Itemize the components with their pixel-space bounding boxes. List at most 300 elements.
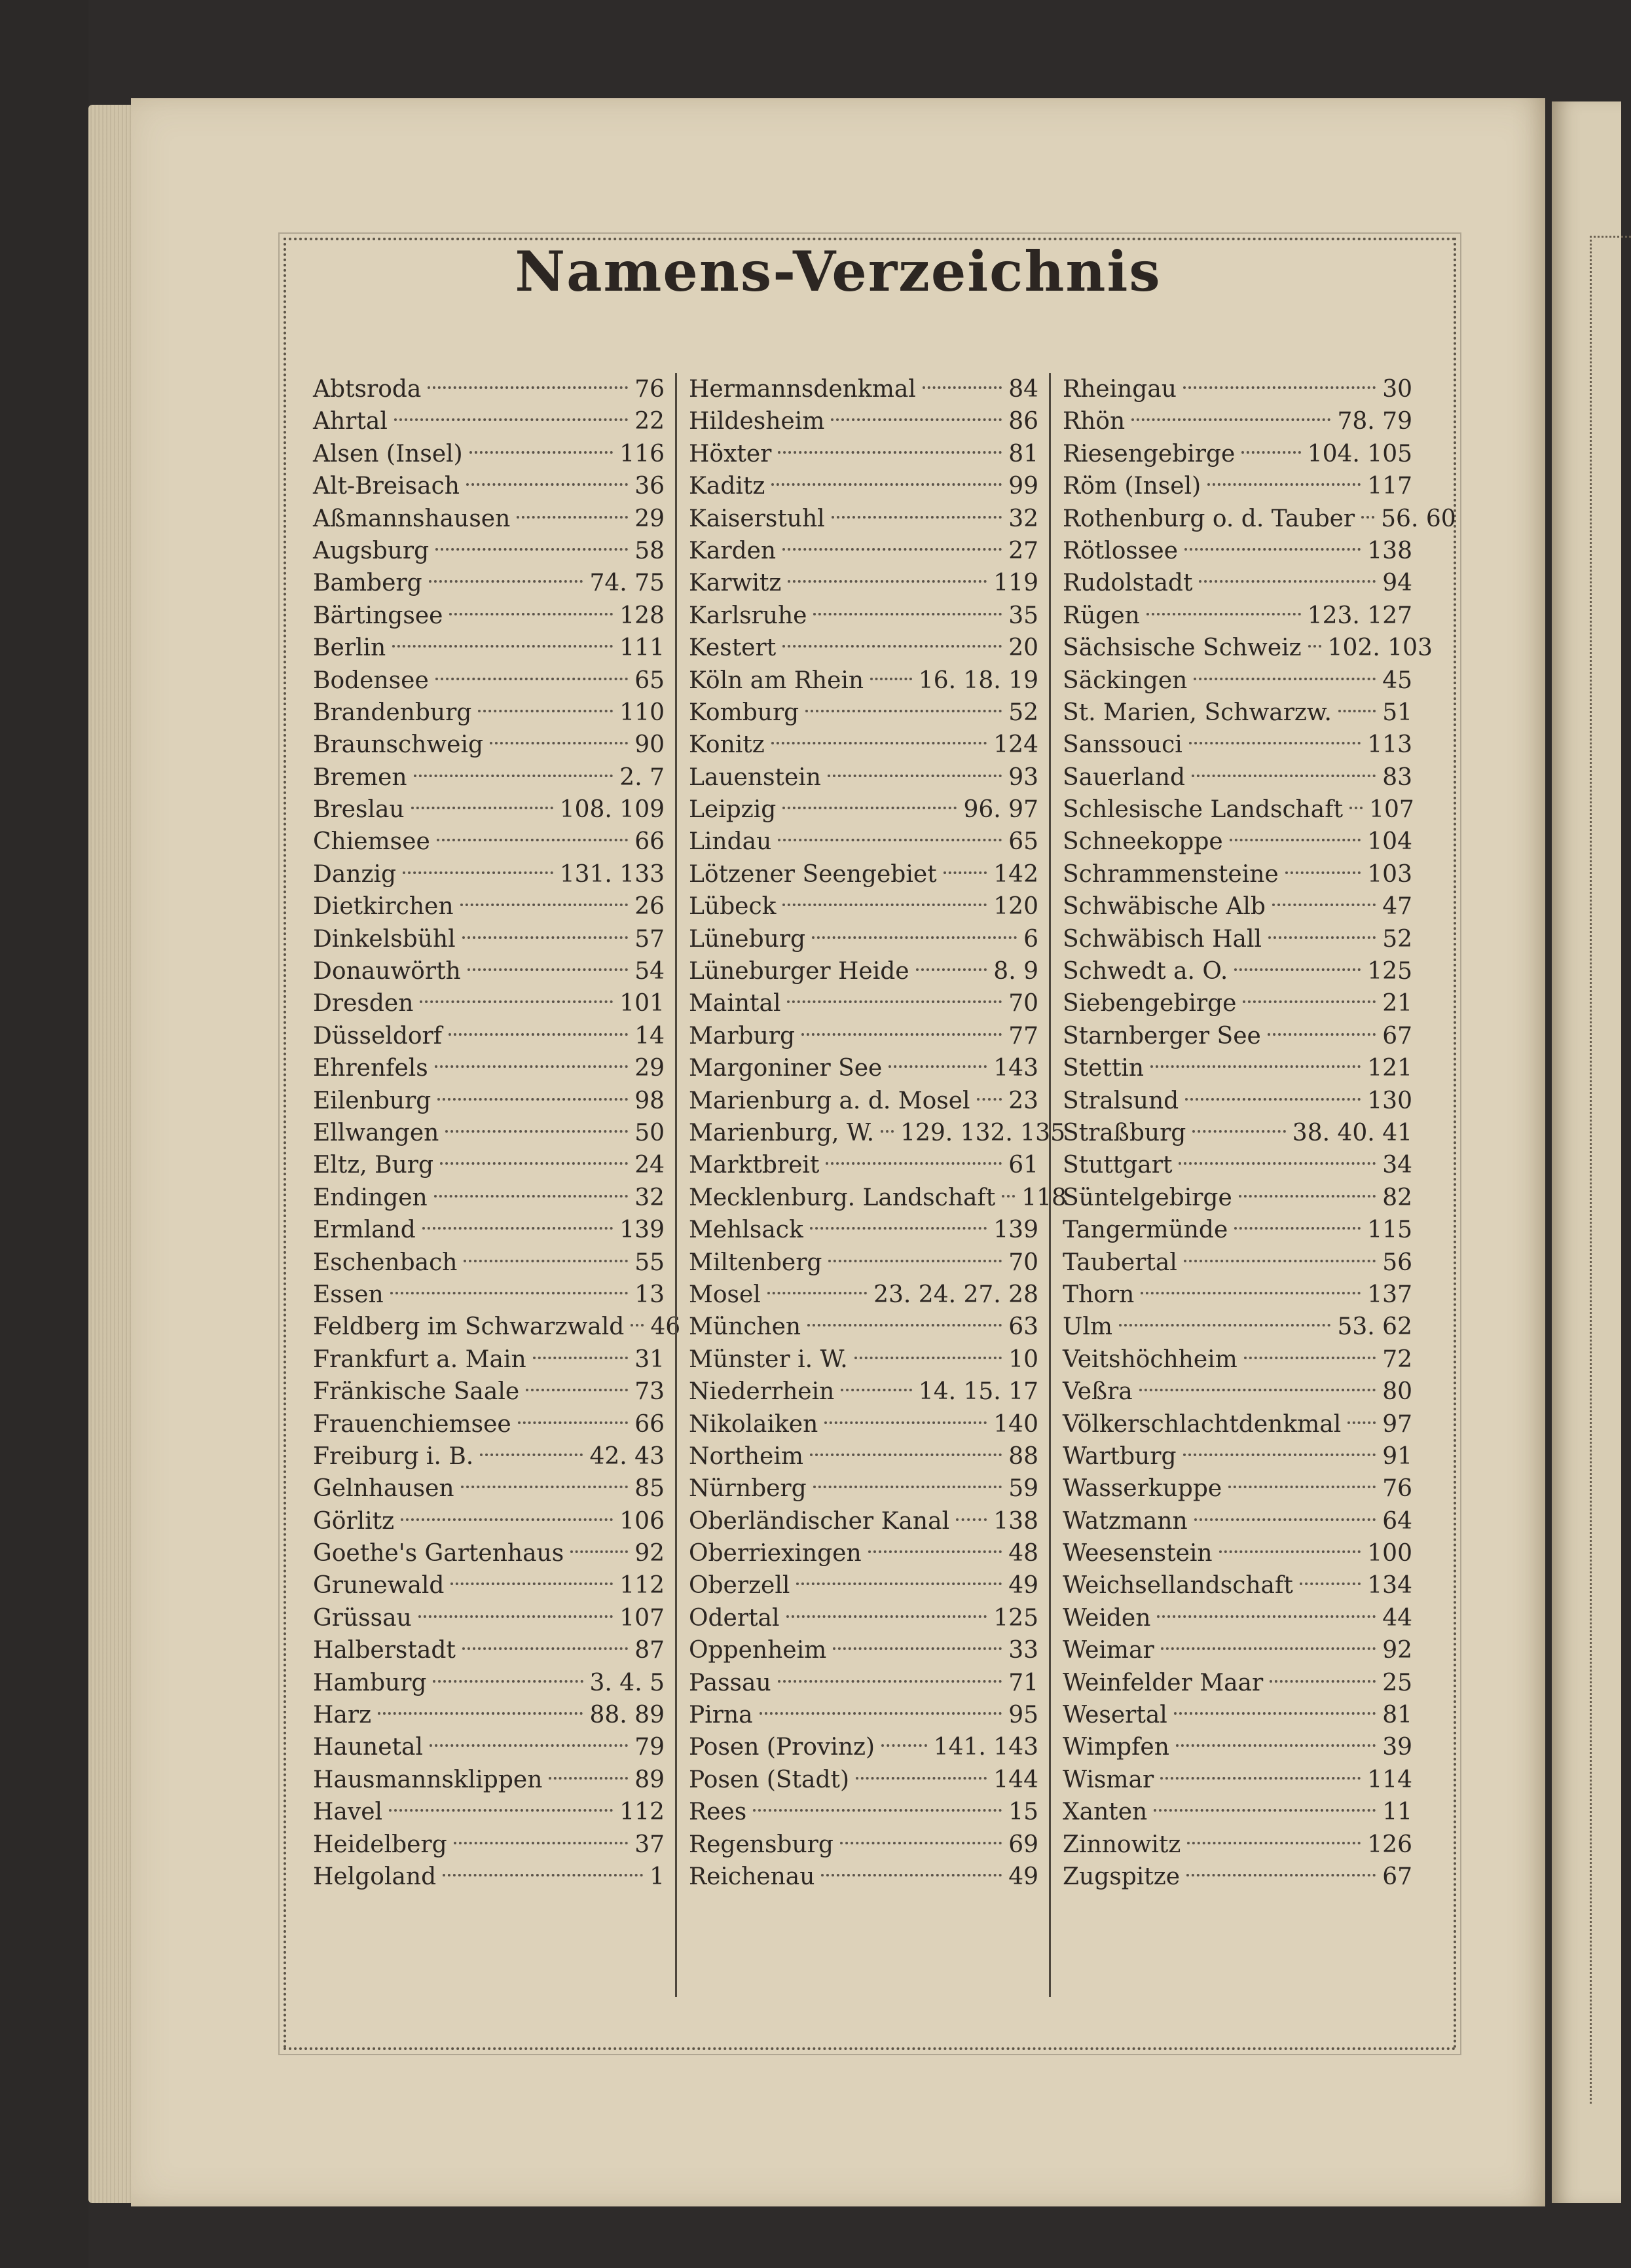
index-entry — [689, 405, 1038, 437]
index-entry-pages: 130 — [1367, 1087, 1412, 1114]
index-entry-pages: 55 — [634, 1249, 665, 1276]
index-entry — [1063, 1796, 1412, 1828]
index-entry-pages: 21 — [1382, 990, 1412, 1017]
index-entry-pages: 120 — [993, 893, 1038, 921]
index-entry — [313, 632, 665, 664]
index-entry — [1063, 1376, 1412, 1408]
page-title: Namens-Verzeichnis — [515, 239, 1162, 304]
index-entry-pages: 142 — [993, 860, 1038, 888]
dot-leader — [1270, 1680, 1376, 1683]
index-entry — [689, 923, 1038, 955]
index-entry-name: Straßburg — [1063, 1119, 1186, 1146]
dot-leader — [1361, 516, 1374, 519]
index-entry — [1063, 535, 1412, 567]
index-entry-pages: 118 — [1021, 1184, 1067, 1211]
dot-leader — [1338, 710, 1376, 712]
index-entry — [313, 1344, 665, 1376]
index-entry-name: Ahrtal — [313, 408, 388, 435]
index-entry-name: Weiden — [1063, 1604, 1151, 1632]
index-entry-name: Marktbreit — [689, 1152, 820, 1179]
index-entry — [689, 1699, 1038, 1731]
index-entry — [313, 1440, 665, 1472]
index-entry — [313, 1537, 665, 1569]
index-entry-pages: 65 — [1008, 828, 1038, 856]
dot-leader — [549, 1777, 628, 1780]
dot-leader — [1241, 451, 1300, 454]
dot-leader — [435, 678, 628, 680]
index-entry-pages: 98 — [634, 1087, 665, 1114]
index-entry-name: Höxter — [689, 440, 772, 467]
index-entry-pages: 93 — [1008, 763, 1038, 791]
index-entry — [1063, 923, 1412, 955]
index-entry-pages: 71 — [1008, 1669, 1038, 1696]
dot-leader — [778, 451, 1002, 454]
index-entry-pages: 23 — [1008, 1087, 1038, 1114]
index-entry-name: Miltenberg — [689, 1249, 822, 1276]
index-entry-pages: 84 — [1008, 376, 1038, 403]
index-entry — [1063, 729, 1412, 761]
index-entry-name: Stralsund — [1063, 1087, 1179, 1114]
index-entry-pages: 59 — [1008, 1475, 1038, 1503]
index-entry — [689, 1085, 1038, 1117]
index-entry — [313, 535, 665, 567]
dot-leader — [480, 1454, 583, 1456]
index-entry — [313, 1279, 665, 1311]
index-entry-name: Rhön — [1063, 408, 1126, 435]
index-entry-pages: 92 — [1382, 1637, 1412, 1664]
index-entry-pages: 114 — [1367, 1766, 1412, 1793]
dot-leader — [824, 1421, 987, 1424]
index-entry — [313, 1052, 665, 1084]
index-entry-name: Schwäbische Alb — [1063, 893, 1266, 921]
index-entry — [689, 535, 1038, 567]
index-entry-pages: 3. 4. 5 — [589, 1669, 665, 1696]
index-entry-pages: 27 — [1008, 537, 1038, 564]
index-entry-name: Oberländischer Kanal — [689, 1507, 950, 1535]
index-entry-pages: 88. 89 — [589, 1702, 665, 1729]
index-entry-name: Konitz — [689, 731, 765, 759]
index-entry-name: Zinnowitz — [1063, 1831, 1181, 1858]
index-entry — [313, 697, 665, 729]
index-entry-name: Brandenburg — [313, 699, 472, 726]
dot-leader — [1234, 968, 1361, 971]
dot-leader — [464, 1260, 628, 1262]
dot-leader — [1192, 1130, 1285, 1133]
index-entry-pages: 54 — [634, 958, 665, 985]
index-entry-name: Grüssau — [313, 1604, 412, 1632]
index-entry-name: Weinfelder Maar — [1063, 1669, 1264, 1696]
dot-leader — [526, 1389, 628, 1391]
index-entry — [313, 1149, 665, 1181]
dot-leader — [832, 516, 1002, 519]
index-entry-name: Hausmannsklippen — [313, 1766, 543, 1793]
dot-leader — [570, 1550, 628, 1553]
index-entry-name: Bremen — [313, 763, 407, 791]
dot-leader — [518, 1421, 628, 1424]
dot-leader — [778, 839, 1002, 841]
dot-leader — [881, 1130, 894, 1133]
dot-leader — [760, 1712, 1002, 1715]
index-entry-pages: 49 — [1008, 1572, 1038, 1600]
index-entry — [313, 1376, 665, 1408]
dot-leader — [1207, 483, 1361, 486]
index-entry — [689, 1829, 1038, 1861]
index-entry-name: Ermland — [313, 1216, 416, 1244]
index-entry — [313, 1796, 665, 1828]
index-entry — [1063, 665, 1412, 697]
index-entry-name: Heidelberg — [313, 1831, 447, 1858]
dot-leader — [1347, 1421, 1376, 1424]
index-entry — [689, 1634, 1038, 1666]
index-entry — [689, 1182, 1067, 1214]
index-entry-name: Passau — [689, 1669, 771, 1696]
dot-leader — [870, 678, 912, 680]
index-entry-pages: 36 — [634, 473, 665, 500]
index-entry — [1063, 1182, 1412, 1214]
index-entry-name: Rees — [689, 1799, 747, 1826]
dot-leader — [782, 904, 987, 906]
index-entry-name: Northeim — [689, 1442, 803, 1470]
dot-leader — [753, 1809, 1002, 1812]
book-page — [131, 98, 1545, 2206]
index-entry-pages: 33 — [1008, 1637, 1038, 1664]
index-entry-name: Posen (Provinz) — [689, 1734, 875, 1761]
index-entry-pages: 104 — [1367, 828, 1412, 856]
dot-leader — [403, 871, 553, 874]
index-entry — [689, 1376, 1038, 1408]
index-entry-pages: 81 — [1008, 440, 1038, 467]
index-entry — [1063, 1667, 1412, 1699]
dot-leader — [868, 1550, 1002, 1553]
index-entry-pages: 57 — [634, 925, 665, 953]
index-entry-pages: 52 — [1008, 699, 1038, 726]
dot-leader — [1157, 1615, 1376, 1618]
index-entry-pages: 38. 40. 41 — [1292, 1119, 1412, 1146]
index-entry-pages: 10 — [1008, 1345, 1038, 1373]
index-entry-name: Endingen — [313, 1184, 428, 1211]
index-entry-name: Schlesische Landschaft — [1063, 796, 1344, 824]
index-entry — [313, 1311, 681, 1343]
index-entry-pages: 26 — [634, 893, 665, 921]
index-entry — [313, 1182, 665, 1214]
index-entry-pages: 126 — [1367, 1831, 1412, 1858]
index-entry-name: Aßmannshausen — [313, 505, 511, 532]
index-entry — [1063, 632, 1433, 664]
index-entry — [313, 761, 665, 794]
index-entry-name: Havel — [313, 1799, 383, 1826]
dot-leader — [490, 742, 628, 744]
dot-leader — [916, 968, 987, 971]
index-entry-name: Rudolstadt — [1063, 570, 1193, 597]
index-entry-name: Mosel — [689, 1281, 761, 1308]
index-entry — [313, 1117, 665, 1149]
index-entry-pages: 52 — [1382, 925, 1412, 953]
index-entry — [313, 1020, 665, 1052]
index-entry-name: Augsburg — [313, 537, 430, 564]
dot-leader — [434, 1195, 628, 1198]
dot-leader — [517, 516, 628, 519]
dot-leader — [889, 1065, 987, 1068]
index-entry — [1063, 890, 1412, 923]
index-entry — [689, 1247, 1038, 1279]
index-columns — [301, 373, 1456, 1997]
index-entry-name: Essen — [313, 1281, 384, 1308]
index-entry-pages: 66 — [634, 828, 665, 856]
index-entry-name: Lüneburger Heide — [689, 958, 909, 985]
dot-leader — [462, 936, 629, 939]
index-entry-pages: 125 — [993, 1604, 1038, 1632]
index-entry-name: Lindau — [689, 828, 772, 856]
index-entry-name: Lübeck — [689, 893, 777, 921]
index-entry — [313, 1472, 665, 1505]
index-entry-name: Alt-Breisach — [313, 473, 460, 500]
index-entry-name: Frauenchiemsee — [313, 1410, 511, 1438]
index-entry-pages: 129. 132. 135 — [900, 1119, 1065, 1146]
index-entry — [1063, 987, 1412, 1019]
index-entry-pages: 67 — [1382, 1022, 1412, 1050]
dot-leader — [461, 1486, 629, 1488]
index-entry-name: Goethe's Gartenhaus — [313, 1540, 564, 1567]
index-entry-name: Münster i. W. — [689, 1345, 848, 1373]
index-entry — [1063, 1731, 1412, 1763]
dot-leader — [796, 1582, 1002, 1585]
index-entry-name: Sanssouci — [1063, 731, 1182, 759]
index-entry-name: Pirna — [689, 1702, 753, 1729]
index-entry-name: Hildesheim — [689, 408, 825, 435]
index-entry-pages: 102. 103 — [1327, 634, 1433, 662]
dot-leader — [833, 1647, 1002, 1650]
dot-leader — [1268, 936, 1376, 939]
index-entry-name: Siebengebirge — [1063, 990, 1237, 1017]
index-entry-pages: 11 — [1382, 1799, 1412, 1826]
index-entry-name: Donauwörth — [313, 958, 461, 985]
scan-background-left — [0, 0, 88, 2268]
index-entry-name: Eltz, Burg — [313, 1152, 434, 1179]
dot-leader — [782, 548, 1002, 551]
index-entry — [1063, 1634, 1412, 1666]
index-entry-name: Feldberg im Schwarzwald — [313, 1313, 625, 1341]
dot-leader — [1199, 580, 1376, 583]
index-entry-name: Sächsische Schweiz — [1063, 634, 1302, 662]
index-entry — [689, 470, 1038, 502]
index-entry-name: Mecklenburg. Landschaft — [689, 1184, 996, 1211]
index-entry-name: Dresden — [313, 990, 414, 1017]
dot-leader — [462, 1647, 628, 1650]
index-entry-name: Fränkische Saale — [313, 1378, 520, 1406]
index-entry-name: Eschenbach — [313, 1249, 458, 1276]
index-entry — [313, 567, 665, 599]
dot-leader — [445, 1130, 628, 1133]
index-entry — [689, 761, 1038, 794]
index-entry — [313, 1569, 665, 1601]
index-entry-pages: 49 — [1008, 1863, 1038, 1890]
index-entry — [1063, 1829, 1412, 1861]
index-entry-name: Marburg — [689, 1022, 796, 1050]
index-entry-pages: 112 — [619, 1799, 665, 1826]
dot-leader — [1349, 807, 1363, 809]
dot-leader — [1230, 839, 1361, 841]
index-entry-pages: 83 — [1382, 763, 1412, 791]
index-entry — [1063, 1408, 1412, 1440]
index-entry-pages: 97 — [1382, 1410, 1412, 1438]
index-entry — [313, 438, 665, 470]
index-entry-pages: 8. 9 — [993, 958, 1038, 985]
index-entry-pages: 15 — [1008, 1799, 1038, 1826]
index-entry-name: Posen (Stadt) — [689, 1766, 850, 1793]
index-entry — [689, 1117, 1065, 1149]
dot-leader — [1150, 1065, 1361, 1068]
index-entry — [689, 890, 1038, 923]
index-entry-name: Breslau — [313, 796, 405, 824]
dot-leader — [1176, 1744, 1376, 1747]
index-entry-pages: 95 — [1008, 1702, 1038, 1729]
index-entry — [689, 1569, 1038, 1601]
index-entry-pages: 115 — [1367, 1216, 1412, 1244]
dot-leader — [435, 1065, 628, 1068]
index-entry-pages: 48 — [1008, 1540, 1038, 1567]
index-entry-pages: 128 — [619, 602, 665, 629]
index-entry-name: Marienburg, W. — [689, 1119, 875, 1146]
dot-leader — [1300, 1582, 1361, 1585]
index-entry-pages: 70 — [1008, 990, 1038, 1017]
index-entry-pages: 76 — [1382, 1475, 1412, 1503]
index-entry — [1063, 1052, 1412, 1084]
dot-leader — [430, 1744, 628, 1747]
index-entry-name: Sauerland — [1063, 763, 1186, 791]
index-entry-name: Grunewald — [313, 1572, 445, 1600]
index-entry-name: Frankfurt a. Main — [313, 1345, 526, 1373]
index-entry-pages: 121 — [1367, 1055, 1412, 1082]
index-entry — [313, 794, 665, 826]
index-entry — [313, 1667, 665, 1699]
index-entry-pages: 23. 24. 27. 28 — [873, 1281, 1038, 1308]
index-entry-pages: 124 — [993, 731, 1038, 759]
index-entry-pages: 101 — [619, 990, 665, 1017]
dot-leader — [767, 1292, 867, 1294]
dot-leader — [1002, 1195, 1015, 1198]
index-entry — [313, 729, 665, 761]
index-entry-pages: 39 — [1382, 1734, 1412, 1761]
index-entry-name: Weesenstein — [1063, 1540, 1213, 1567]
index-entry-pages: 137 — [1367, 1281, 1412, 1308]
index-entry — [689, 794, 1038, 826]
index-entry — [689, 987, 1038, 1019]
index-entry — [689, 1505, 1038, 1537]
index-entry-name: Dietkirchen — [313, 893, 454, 921]
index-entry — [313, 405, 665, 437]
index-entry-pages: 123. 127 — [1307, 602, 1412, 629]
dot-leader — [449, 613, 613, 615]
index-entry-name: Dinkelsbühl — [313, 925, 456, 953]
index-entry-pages: 31 — [634, 1345, 665, 1373]
index-entry-name: Starnberger See — [1063, 1022, 1261, 1050]
index-entry-pages: 14 — [634, 1022, 665, 1050]
index-entry-name: Hamburg — [313, 1669, 427, 1696]
index-entry-pages: 50 — [634, 1119, 665, 1146]
index-entry-name: Tangermünde — [1063, 1216, 1228, 1244]
dot-leader — [418, 1615, 614, 1618]
dot-leader — [977, 1098, 1002, 1101]
index-entry — [689, 1214, 1038, 1246]
index-entry-name: Harz — [313, 1702, 372, 1729]
index-entry-name: Wesertal — [1063, 1702, 1167, 1729]
dot-leader — [1161, 1647, 1376, 1650]
dot-leader — [778, 1680, 1002, 1683]
index-entry-name: Rügen — [1063, 602, 1140, 629]
index-entry — [313, 1829, 665, 1861]
index-entry-pages: 92 — [634, 1540, 665, 1567]
index-entry-pages: 125 — [1367, 958, 1412, 985]
index-entry-name: Weimar — [1063, 1637, 1154, 1664]
index-entry — [689, 1149, 1038, 1181]
index-entry — [689, 955, 1038, 987]
index-entry-name: Kestert — [689, 634, 777, 662]
index-entry-pages: 22 — [634, 408, 665, 435]
index-entry — [313, 858, 665, 890]
facing-page-edge — [1552, 101, 1621, 2203]
index-entry — [1063, 1279, 1412, 1311]
dot-leader — [467, 968, 628, 971]
dot-leader — [1187, 1842, 1361, 1844]
dot-leader — [1272, 904, 1376, 906]
index-entry — [1063, 858, 1412, 890]
index-entry — [1063, 1214, 1412, 1246]
index-entry-name: Ellwangen — [313, 1119, 439, 1146]
index-entry-pages: 34 — [1382, 1152, 1412, 1179]
index-entry-pages: 78. 79 — [1337, 408, 1412, 435]
index-entry-name: Gelnhausen — [313, 1475, 454, 1503]
index-entry — [313, 1505, 665, 1537]
index-entry — [1063, 438, 1412, 470]
index-entry — [313, 987, 665, 1019]
index-entry — [689, 1311, 1038, 1343]
index-entry-pages: 80 — [1382, 1378, 1412, 1406]
index-entry-name: Karwitz — [689, 570, 782, 597]
index-entry-pages: 140 — [993, 1410, 1038, 1438]
dot-leader — [1189, 742, 1361, 744]
index-entry — [1063, 503, 1456, 535]
index-entry — [313, 890, 665, 923]
dot-leader — [1154, 1809, 1376, 1812]
index-entry-pages: 113 — [1367, 731, 1412, 759]
index-entry-pages: 58 — [634, 537, 665, 564]
index-entry — [313, 1408, 665, 1440]
dot-leader — [1179, 1162, 1376, 1165]
index-entry — [1063, 600, 1412, 632]
index-entry-pages: 56. 60 — [1381, 505, 1456, 532]
index-entry-name: Säckingen — [1063, 667, 1188, 694]
index-entry — [689, 1279, 1038, 1311]
index-entry-name: Rheingau — [1063, 376, 1177, 403]
dot-leader — [1160, 1777, 1361, 1780]
dot-leader — [1234, 1227, 1361, 1230]
dot-leader — [826, 1162, 1002, 1165]
index-entry-pages: 32 — [634, 1184, 665, 1211]
index-entry-name: Haunetal — [313, 1734, 423, 1761]
index-entry-name: Wimpfen — [1063, 1734, 1169, 1761]
index-entry — [313, 1764, 665, 1796]
index-entry-name: Kaiserstuhl — [689, 505, 825, 532]
dot-leader — [1185, 1098, 1361, 1101]
index-entry-pages: 111 — [619, 634, 665, 662]
index-entry-pages: 70 — [1008, 1249, 1038, 1276]
index-entry-pages: 112 — [619, 1572, 665, 1600]
dot-leader — [1194, 1518, 1376, 1521]
index-entry — [1063, 1344, 1412, 1376]
index-entry-name: Eilenburg — [313, 1087, 431, 1114]
index-entry — [1063, 794, 1412, 826]
index-entry — [313, 600, 665, 632]
